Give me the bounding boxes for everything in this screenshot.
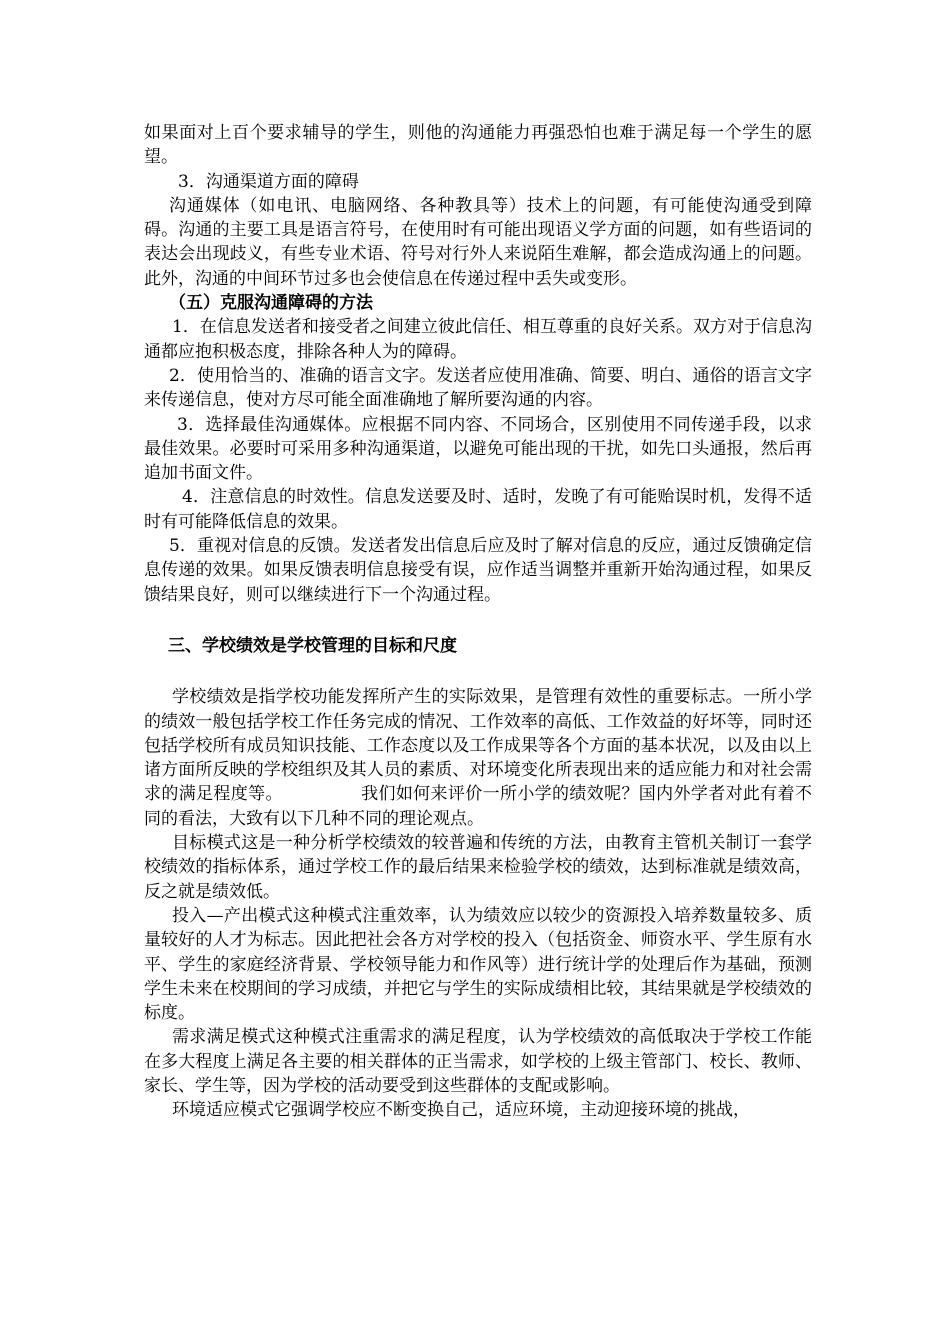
method-item-3: 3．选择最佳沟通媒体。应根据不同内容、不同场合，区别使用不同传递手段，以求最佳效果。必要时可采用多种沟通渠道，以避免可能出现的干扰，如先口头通报，然后再追加书面文件。 bbox=[144, 414, 812, 484]
document-body bbox=[144, 121, 812, 1123]
paragraph-input-output-model: 投入—产出模式这种模式注重效率，认为绩效应以较少的资源投入培养数量较多、质量较好的人才为标志。因此把社会各方对学校的投入（包括资金、师资水平、学生原有水平、学生的家庭经济背景、学校领导能力和作风等）进行统计学的处理后作为基础，预测学生未来在校期间的学习成绩，并把它与学生的实际成绩相比较，其结果就是学校绩效的标度。 bbox=[144, 905, 812, 1024]
section-heading-school-performance: 三、学校绩效是学校管理的目标和尺度 bbox=[168, 635, 457, 656]
method-item-4: 4．注意信息的时效性。信息发送要及时、适时，发晚了有可能贻误时机，发得不适时有可能降低信息的效果。 bbox=[144, 487, 812, 532]
paragraph-continuation: 如果面对上百个要求辅导的学生，则他的沟通能力再强恐怕也难于满足每一个学生的愿望。 bbox=[144, 123, 812, 168]
paragraph-needs-model: 需求满足模式这种模式注重需求的满足程度，认为学校绩效的高低取决于学校工作能在多大程度上满足各主要的相关群体的正当需求，如学校的上级主管部门、校长、教师、家长、学生等，因为学校的活动要受到这些群体的支配或影响。 bbox=[144, 1027, 812, 1096]
paragraph-environment-model: 环境适应模式它强调学校应不断变换自己，适应环境，主动迎接环境的挑战， bbox=[172, 1100, 750, 1121]
method-item-5: 5．重视对信息的反馈。发送者发出信息后应及时了解对信息的反应，通过反馈确定信息传递的效果。如果反馈表明信息接受有误，应作适当调整并重新开始沟通过程，如果反馈结果良好，则可以继续进行下一个沟通过程。 bbox=[144, 536, 812, 605]
paragraph-channel-barriers: 沟通媒体（如电讯、电脑网络、各种教具等）技术上的问题，有可能使沟通受到障碍。沟通的主要工具是语言符号，在使用时有可能出现语义学方面的问题，如有些语词的表达会出现歧义，有些专业术语、符号对行外人来说陌生难解，都会造成沟通上的问题。此外，沟通的中间环节过多也会使信息在传递过程中丢失或变形。 bbox=[144, 195, 812, 289]
paragraph-goal-model: 目标模式这是一种分析学校绩效的较普遍和传统的方法，由教育主管机关制订一套学校绩效的指标体系，通过学校工作的最后结果来检验学校的绩效，达到标准就是绩效高，反之就是绩效低。 bbox=[144, 833, 812, 902]
method-item-2: 2．使用恰当的、准确的语言文字。发送者应使用准确、简要、明白、通俗的语言文字来传递信息，使对方尽可能全面准确地了解所要沟通的内容。 bbox=[144, 365, 812, 411]
heading-overcome-barriers: （五）克服沟通障碍的方法 bbox=[169, 293, 373, 314]
paragraph-performance-definition: 学校绩效是指学校功能发挥所产生的实际效果，是管理有效性的重要标志。一所小学的绩效一般包括学校工作任务完成的情况、工作效率的高低、工作效益的好坏等，同时还包括学校所有成员知识技能、工作态度以及工作成果等各个方面的基本状况，以及由以上诸方面所反映的学校组织及其人员的素质、对环境变化所表现出来的适应能力和对社会需求的满足程度等。 我们如何来评价一所小学的绩效呢？国内外学者对此有着不同的看法，大致有以下几种不同的理论观点。 bbox=[144, 687, 812, 829]
subheading-channel-barriers: 3．沟通渠道方面的障碍 bbox=[178, 171, 359, 192]
method-item-1: 1．在信息发送者和接受者之间建立彼此信任、相互尊重的良好关系。双方对于信息沟通都应抱积极态度，排除各种人为的障碍。 bbox=[144, 317, 812, 362]
